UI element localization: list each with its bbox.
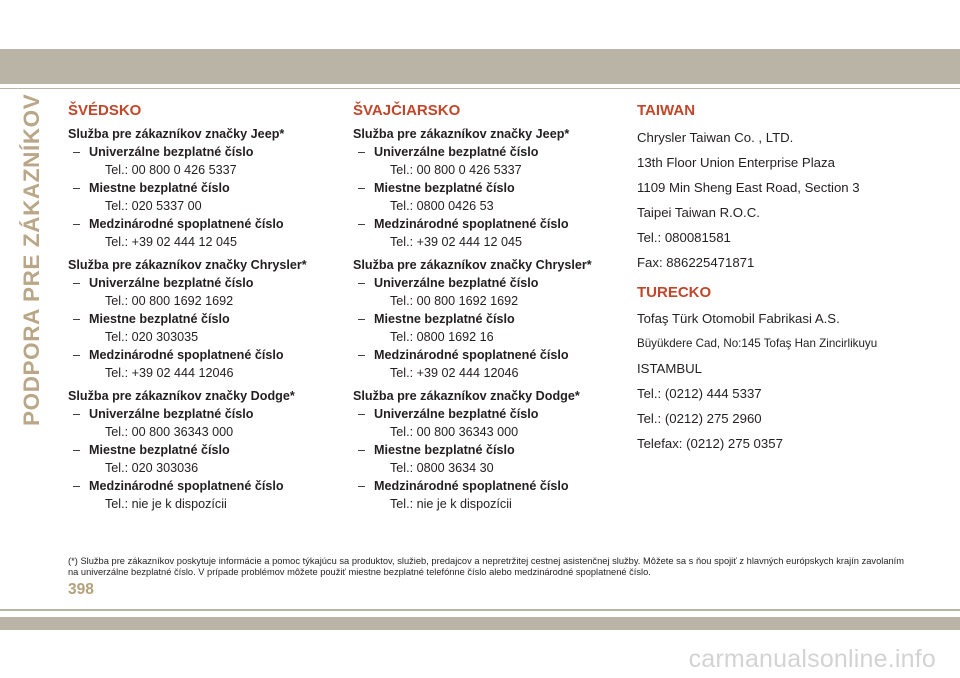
phone-number: Tel.: +39 02 444 12046 (105, 366, 234, 380)
dash: – (358, 145, 366, 159)
side-section-title: PODPORA PRE ZÁKAZNÍKOV (19, 93, 44, 426)
phone-number: Tel.: +39 02 444 12046 (390, 366, 519, 380)
phone-number: Tel.: 00 800 36343 000 (105, 425, 234, 439)
service-heading: Služba pre zákazníkov značky Chrysler* (68, 258, 307, 272)
contact-label: Medzinárodné spoplatnené číslo (89, 479, 284, 493)
page-number: 398 (68, 581, 94, 598)
service-group-jeep (68, 125, 338, 251)
service-group-dodge (353, 387, 623, 513)
contact-item (68, 405, 338, 423)
phone-number: Tel.: 0800 0426 53 (390, 199, 494, 213)
contact-item (353, 179, 623, 197)
dash: – (358, 407, 366, 421)
phone-line: Tel.: 080081581 (637, 230, 731, 245)
phone-number: Tel.: 00 800 1692 1692 (105, 294, 234, 308)
top-rule (0, 88, 960, 89)
contact-label: Medzinárodné spoplatnené číslo (374, 348, 569, 362)
contact-label: Medzinárodné spoplatnené číslo (89, 348, 284, 362)
bottom-rule (0, 609, 960, 611)
dash: – (73, 276, 81, 290)
dash: – (358, 181, 366, 195)
contact-label: Miestne bezplatné číslo (374, 443, 515, 457)
service-group-dodge (68, 387, 338, 513)
footnote: (*) Služba pre zákazníkov poskytuje informácie a pomoc týkajúcu sa produktov, služieb, predajcov a nepretržitej cestnej asistenčnej služby. Môžete sa s ňou spojiť z hlavných európskych krajín zavolaním na univerzálne bezplatné číslo. V prípade problémov môžete použiť miestne bezplatné telefónne číslo alebo medzinárodné spoplatnené číslo. (68, 556, 904, 577)
phone-number: Tel.: nie je k dispozícii (105, 497, 227, 511)
phone-number: Tel.: +39 02 444 12 045 (390, 235, 522, 249)
fax-line: Telefax: (0212) 275 0357 (637, 436, 783, 451)
phone-number: Tel.: 020 303036 (105, 461, 199, 475)
contact-item (353, 274, 623, 292)
section-title-switzerland: ŠVAJČIARSKO (353, 102, 461, 119)
phone-number: Tel.: +39 02 444 12 045 (105, 235, 237, 249)
phone-number: Tel.: 00 800 1692 1692 (390, 294, 519, 308)
address-line: Taipei Taiwan R.O.C. (637, 205, 760, 220)
contact-label: Univerzálne bezplatné číslo (374, 407, 539, 421)
contact-item (353, 346, 623, 364)
contact-label: Medzinárodné spoplatnené číslo (374, 479, 569, 493)
contact-item (68, 274, 338, 292)
contact-label: Univerzálne bezplatné číslo (89, 407, 254, 421)
contact-item (68, 143, 338, 161)
contact-item (68, 346, 338, 364)
service-group-chrysler (353, 256, 623, 382)
address-line: 1109 Min Sheng East Road, Section 3 (637, 180, 860, 195)
dash: – (358, 217, 366, 231)
dash: – (73, 407, 81, 421)
watermark: carmanualsonline.info (688, 645, 936, 673)
dash: – (73, 479, 81, 493)
contact-label: Miestne bezplatné číslo (374, 181, 515, 195)
phone-number: Tel.: 00 800 36343 000 (390, 425, 519, 439)
service-heading: Služba pre zákazníkov značky Chrysler* (353, 258, 592, 272)
phone-number: Tel.: 020 5337 00 (105, 199, 202, 213)
contact-item (353, 215, 623, 233)
contact-label: Univerzálne bezplatné číslo (89, 276, 254, 290)
section-title-turkey: TURECKO (637, 284, 712, 301)
dash: – (358, 443, 366, 457)
contact-label: Medzinárodné spoplatnené číslo (374, 217, 569, 231)
address-line: ISTAMBUL (637, 361, 702, 376)
phone-line: Tel.: (0212) 275 2960 (637, 411, 762, 426)
service-heading: Služba pre zákazníkov značky Dodge* (353, 389, 580, 403)
address-line: 13th Floor Union Enterprise Plaza (637, 155, 835, 170)
contact-label: Miestne bezplatné číslo (89, 312, 230, 326)
contact-label: Univerzálne bezplatné číslo (89, 145, 254, 159)
contact-item (353, 310, 623, 328)
service-heading: Služba pre zákazníkov značky Jeep* (353, 127, 570, 141)
service-heading: Služba pre zákazníkov značky Jeep* (68, 127, 285, 141)
contact-item (353, 441, 623, 459)
dash: – (358, 276, 366, 290)
contact-item (68, 477, 338, 495)
contact-item (68, 179, 338, 197)
contact-item (68, 441, 338, 459)
dash: – (73, 312, 81, 326)
contact-label: Miestne bezplatné číslo (374, 312, 515, 326)
contact-label: Univerzálne bezplatné číslo (374, 145, 539, 159)
contact-item (353, 405, 623, 423)
dash: – (73, 181, 81, 195)
dash: – (73, 145, 81, 159)
contact-item (68, 215, 338, 233)
service-group-jeep (353, 125, 623, 251)
contact-label: Miestne bezplatné číslo (89, 181, 230, 195)
phone-number: Tel.: 00 800 0 426 5337 (390, 163, 522, 177)
section-title-taiwan: TAIWAN (637, 102, 696, 119)
contact-item (353, 143, 623, 161)
fax-line: Fax: 886225471871 (637, 255, 755, 270)
contact-item (353, 477, 623, 495)
contact-item (68, 310, 338, 328)
column-taiwan-turkey (637, 101, 927, 456)
bottom-band (0, 617, 960, 630)
phone-number: Tel.: 0800 1692 16 (390, 330, 494, 344)
phone-number: Tel.: 00 800 0 426 5337 (105, 163, 237, 177)
column-switzerland (353, 101, 623, 518)
dash: – (358, 312, 366, 326)
column-sweden (68, 101, 338, 518)
address-line: Büyükdere Cad, No:145 Tofaş Han Zincirlikuyu (637, 337, 878, 350)
address-line: Chrysler Taiwan Co. , LTD. (637, 130, 794, 145)
contact-label: Miestne bezplatné číslo (89, 443, 230, 457)
service-group-chrysler (68, 256, 338, 382)
service-heading: Služba pre zákazníkov značky Dodge* (68, 389, 295, 403)
dash: – (73, 348, 81, 362)
phone-line: Tel.: (0212) 444 5337 (637, 386, 762, 401)
dash: – (73, 217, 81, 231)
contact-label: Medzinárodné spoplatnené číslo (89, 217, 284, 231)
phone-number: Tel.: nie je k dispozícii (390, 497, 512, 511)
contact-label: Univerzálne bezplatné číslo (374, 276, 539, 290)
section-title-sweden: ŠVÉDSKO (68, 102, 142, 119)
dash: – (358, 479, 366, 493)
top-band (0, 49, 960, 84)
phone-number: Tel.: 0800 3634 30 (390, 461, 494, 475)
address-line: Tofaş Türk Otomobil Fabrikasi A.S. (637, 311, 840, 326)
phone-number: Tel.: 020 303035 (105, 330, 199, 344)
dash: – (73, 443, 81, 457)
dash: – (358, 348, 366, 362)
